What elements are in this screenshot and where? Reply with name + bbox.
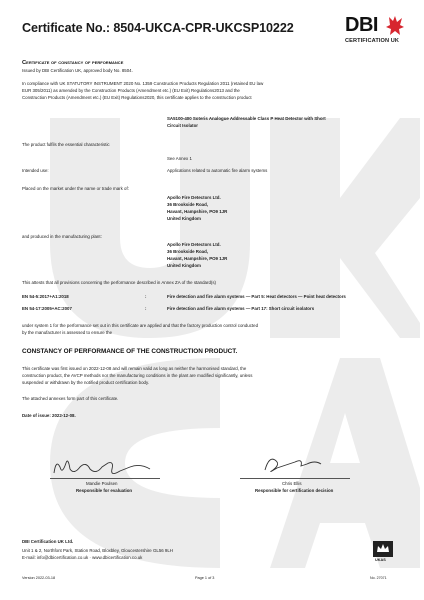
signature-certification [255, 452, 325, 477]
plant-city: Havant, Hampshire, PO9 1JR [167, 256, 228, 261]
product-name-line-1: SA5100-400 Soteris Analogue Addressable Class P Heat Detector with Short [167, 116, 326, 121]
standard-code: EN 54-17:2005+AC:2007 [22, 306, 72, 311]
footer-company: DBI Certification UK Ltd. [22, 539, 74, 544]
signatory-role: Responsible for evaluation [76, 488, 133, 493]
footer-address: Unit 1 & 2, Northfont Park, Station Road, Bloxbley, Gloucestershire GL56 9LH [22, 548, 173, 553]
logo-subtitle: CERTIFICATION UK [345, 38, 400, 44]
crown-icon [372, 540, 394, 558]
signature-evaluation [50, 455, 160, 480]
certificate-number-title: Certificate No.: 8504-UKCA-CPR-UKCSP10222 [22, 21, 294, 35]
footer-page-number: Page 1 of 3 [195, 576, 215, 580]
intended-use-value: Applications related to automatic fire alarm systems [167, 168, 268, 173]
ukas-number: No. 27071 [370, 576, 387, 580]
plant-country: United Kingdom [167, 263, 201, 268]
standard-description: Fire detection and fire alarm systems — Part 17: Short circuit isolators [167, 306, 315, 311]
validity-line-2: construction product, the AVCP methods nor the manufacturing conditions in the plant are modified significantly, unless [22, 373, 253, 378]
signature-line [240, 478, 350, 479]
constancy-heading: CONSTANCY OF PERFORMANCE OF THE CONSTRUCTION PRODUCT. [22, 348, 238, 355]
plant-name: Apollo Fire Detectors Ltd. [167, 242, 221, 247]
signatory-name: Mandie Poulsen [86, 481, 118, 486]
plant-text: and produced in the manufacturing plant: [22, 234, 102, 239]
validity-line-3: suspended or withdrawn by the notified product certification body. [22, 380, 150, 385]
intro-line-2: EUR 305/2011) as amended by the Construction Products (Amendment etc.) (EU Exit) Regulations2013 and the [22, 88, 240, 93]
annex-reference: See Annex 1 [167, 156, 192, 161]
issued-by-text: Issued by DBI Certification UK, approved body No. 8504. [22, 68, 133, 73]
intended-use-label: Intended use: [22, 168, 49, 173]
logo-text: DBI [345, 14, 378, 36]
standard-separator: : [145, 306, 147, 311]
validity-line-1: This certificate was first issued on 2022-12-08 and will remain valid as long as neither the harmonised standard, the [22, 366, 247, 371]
ukas-label: UKAS [375, 558, 386, 562]
system-text-line-1: under system 1 for the performance set out in this certificate are applied and that the factory production control conducted [22, 323, 259, 328]
dbi-logo [345, 14, 405, 50]
document-heading: Certificate of constancy of performance [22, 60, 124, 66]
intro-line-1: In compliance with UK STATUTORY INSTRUMENT 2020 No. 1359 Construction Products Regulation 2011 (retained EU law [22, 81, 264, 86]
product-name-line-2: Circuit Isolator [167, 123, 198, 128]
signatory-role: Responsible for certification decision [255, 488, 334, 493]
standard-description: Fire detection and fire alarm systems — Part 5: Heat detectors — Point heat detectors [167, 294, 346, 299]
attests-text: This attests that all provisions concerning the performance described in Annex ZA of the standard(s) [22, 280, 217, 285]
fulfils-text: The product fulfils the essential characteristic [22, 142, 110, 147]
signature-line [50, 478, 160, 479]
signatory-name: Chris Ellis [282, 481, 302, 486]
footer-email: E-mail: info@dbicertification.co.uk · www.dbicertification.co.uk [22, 555, 143, 560]
annex-note: The attached annexes form part of this certificate. [22, 396, 119, 401]
manufacturer-street: 36 Brookside Road, [167, 202, 208, 207]
intro-line-3: Construction Products (Amendment etc.) (EU Exit) Regulations2020, this certificate applies to the construction product [22, 95, 252, 100]
market-text: Placed on the market under the name or trade mark of: [22, 186, 129, 191]
flame-icon [385, 15, 405, 37]
footer-version: Version 2022-03-18 [22, 576, 56, 580]
date-of-issue: Date of issue: 2022-12-08. [22, 413, 76, 418]
ukas-badge [372, 540, 394, 568]
manufacturer-city: Havant, Hampshire, PO9 1JR [167, 209, 228, 214]
standard-separator: : [145, 294, 147, 299]
standard-code: EN 54-5:2017+A1:2018 [22, 294, 69, 299]
manufacturer-country: United Kingdom [167, 216, 201, 221]
system-text-line-2: by the manufacturer is assessed to ensure the [22, 330, 113, 335]
plant-street: 36 Brookside Road, [167, 249, 208, 254]
manufacturer-name: Apollo Fire Detectors Ltd. [167, 195, 221, 200]
